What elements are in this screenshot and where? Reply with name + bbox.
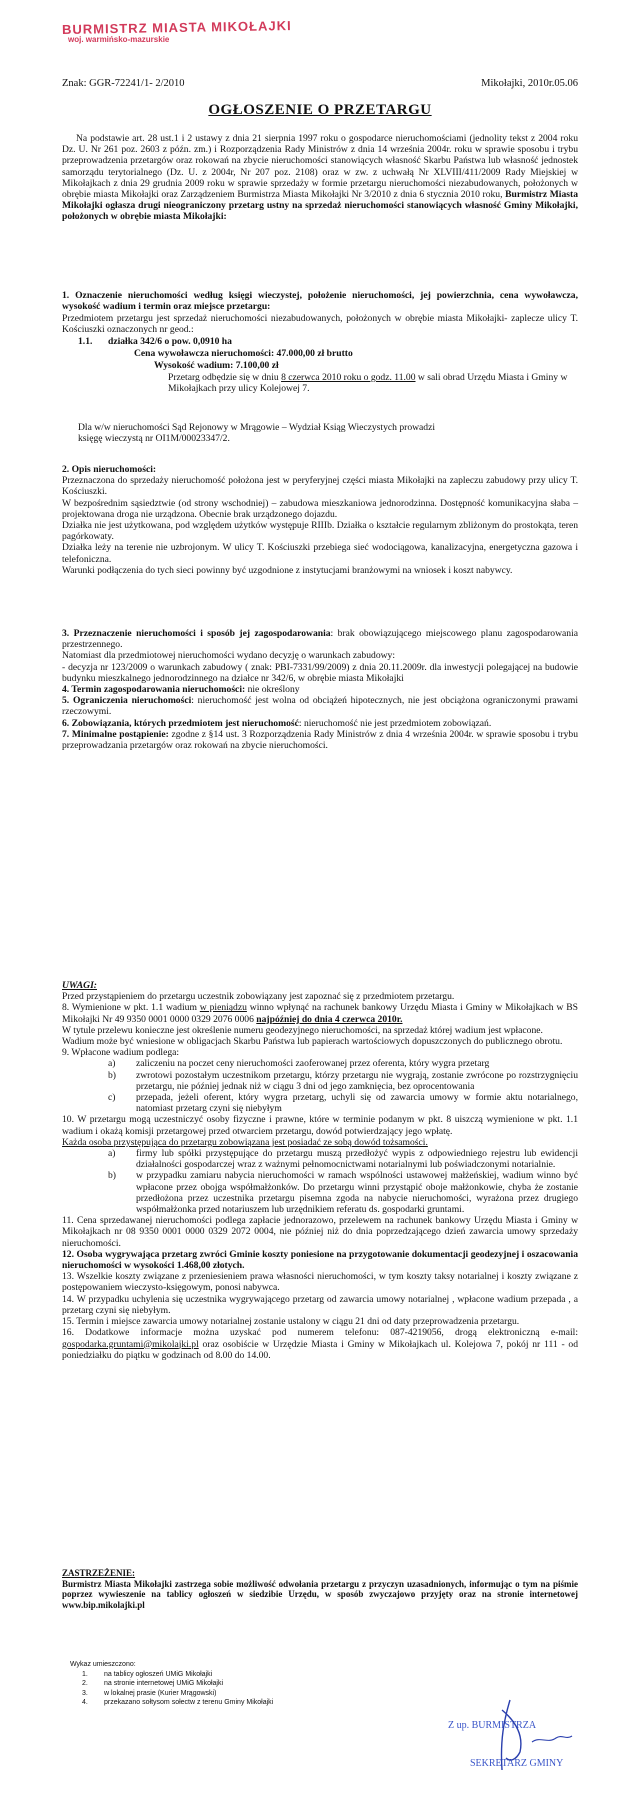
section-2-p2: W bezpośrednim sąsiedztwie (od strony wschodniej) – zabudowa mieszkaniowa jednorodzinna. Dostępność komunikacyjna słaba – projektowana droga nie urządzona. Obecnie brak urządzonego dojazdu. <box>62 497 578 520</box>
section-2-p5: Warunki podłączenia do tych sieci powinny być uzgodnione z instytucjami branżowymi na wniosek i koszt nabywcy. <box>62 564 513 576</box>
section-2-p3: Działka nie jest użytkowana, pod względem użytków występuje RIIIb. Działka o kształcie regularnym zbliżonym do prostokąta, teren pagórkowaty. <box>62 520 578 543</box>
section-7-label: 7. Minimalne postąpienie: <box>62 728 169 740</box>
notes-p12: 12. Osoba wygrywająca przetarg zwróci Gminie koszty poniesione na przygotowanie dokumentacji geodezyjnej i oszacowania nieruchomości w wysokości 1.468,00 złotych. <box>62 1248 578 1272</box>
p16-pre: 16. Dodatkowe informacje można uzyskać pod numerem telefonu: 087-4219056, drogą elektroniczną e-mail: <box>62 1327 578 1339</box>
p8-mid: winno wpłynąć na rachunek bankowy Urzędu Miasta i Gminy w Mikołajkach w BS Mikołajki Nr 49 9350 0001 0000 0329 2076 0006 <box>62 1002 579 1025</box>
p8-deadline: najpóźniej do dnia 4 czerwca 2010r. <box>256 1013 403 1025</box>
auction-date-post: w sali obrad Urzędu Miasta i Gminy w Mikołajkach przy ulicy Kolejowej 7. <box>168 372 568 395</box>
list-label: a) <box>108 1058 116 1070</box>
section-5 <box>62 695 578 717</box>
notes-p8 <box>62 1002 578 1024</box>
land-register-note: Dla w/w nieruchomości Sąd Rejonowy w Mrągowie – Wydział Ksiąg Wieczystych prowadzi księgę wieczystą nr OI1M/00023347/2. <box>78 422 436 445</box>
notes-section <box>62 980 578 1361</box>
plot-price: Cena wywoławcza nieruchomości: 47.000,00 zł brutto <box>134 348 353 359</box>
section-4 <box>62 684 578 695</box>
list-label: a) <box>108 1148 116 1160</box>
section-7-text: zgodne z §14 ust. 3 Rozporządzenia Rady Ministrów z dnia 4 września 2004r. w sprawie sposobu i trybu przeprowadzania przetargów oraz rokowań na zbycie nieruchomości. <box>62 728 579 752</box>
notes-p9: 9. Wpłacone wadium podlega: <box>62 1047 180 1059</box>
section-1-text: Przedmiotem przetargu jest sprzedaż nieruchomości niezabudowanych, położonych w obrębie miasta Mikołajki- zaplecze ulicy T. Kościuszki oznaczonych nr geod.: <box>62 313 578 336</box>
plot-deposit: Wysokość wadium: 7.100,00 zł <box>154 360 279 371</box>
section-3-label: 3. Przeznaczenie nieruchomości i sposób jej zagospodarowania <box>62 628 331 639</box>
posted-list <box>70 1660 410 1708</box>
list-item <box>70 1698 410 1708</box>
list-item <box>70 1670 410 1680</box>
signature-line-1: Z up. BURMISTRZA <box>448 1720 537 1731</box>
list-number: 4. <box>82 1699 88 1706</box>
section-2 <box>62 464 578 576</box>
notes-heading: UWAGI: <box>62 980 98 991</box>
list-text: zwrotowi pozostałym uczestnikom przetargu, którzy przetargu nie wygrają, zostanie zwrócone po rozstrzygnięciu przetargu, nie później jednak niż w ciągu 3 dni od jego zamknięcia, bez oprocentowania <box>136 1069 578 1092</box>
p9-list <box>62 1058 578 1114</box>
notes-p14: 14. W przypadku uchylenia się uczestnika wygrywającego przetarg od zawarcia umowy notarialnej , wpłacone wadium przepada , a przetarg czyni się niebyłym. <box>62 1293 578 1316</box>
section-6-label: 6. Zobowiązania, których przedmiotem jest nieruchomość <box>62 717 299 729</box>
signature-line-2: SEKRETARZ GMINY <box>470 1758 564 1769</box>
list-item <box>108 1170 578 1215</box>
plot-label: 1.1. <box>78 336 93 347</box>
reference-number: Znak: GGR-72241/1- 2/2010 <box>62 78 185 89</box>
notes-p11: 11. Cena sprzedawanej nieruchomości podlega zapłacie jednorazowo, przelewem na rachunek bankowy Urzędu Miasta i Gminy w Mikołajkach nr 08 9350 0001 0000 0329 2072 0004, nie później niż do dnia poprzedzającego dzień zawarcia umowy sprzedaży nieruchomości. <box>62 1215 578 1249</box>
p8-pre: 8. Wymienione w pkt. 1.1 wadium <box>62 1002 200 1014</box>
intro-bold-text: Burmistrz Miasta Mikołajki ogłasza drugi nieograniczony przetarg ustny na sprzedaż nieruchomości stanowiących własność Gminy Mikołajki, położonych w obrębie miasta Mikołajki: <box>62 189 578 223</box>
place-date: Mikołajki, 2010r.05.06 <box>481 78 578 89</box>
list-item <box>108 1058 578 1069</box>
notes-tytul: W tytule przelewu konieczne jest określenie numeru geodezyjnego nieruchomości, na sprzedaż której wadium jest wpłacone. <box>62 1024 543 1036</box>
section-2-p4: Działka leży na terenie nie uzbrojonym. W ulicy T. Kościuszki przebiega sieć wodociągowa, kanalizacyjna, energetyczna gazowa i telefoniczna. <box>62 542 578 565</box>
auction-date-time: 8 czerwca 2010 roku o godz. 11.00 <box>281 372 416 383</box>
notes-p16 <box>62 1327 578 1361</box>
reservation-text: Burmistrz Miasta Mikołajki zastrzega sobie możliwość odwołania przetargu z przyczyn uzasadnionych, informując o tym na piśmie poprzez wywieszenie na tablicy ogłoszeń w siedzibie Urzędu, w sposób zwyczajowo przyjęty oraz na stronie internetowej www.bip.mikolajki.pl <box>62 1578 578 1610</box>
stamp-line-1: BURMISTRZ MIASTA MIKOŁAJKI <box>61 17 292 38</box>
sections-3-7 <box>62 628 578 751</box>
stamp-line-2: woj. warmińsko-mazurskie <box>68 35 170 44</box>
section-5-text: : nieruchomość jest wolna od obciążeń hipotecznych, nie jest obciążona ograniczonymi prawami rzeczowymi. <box>62 695 578 718</box>
list-label: b) <box>108 1069 116 1081</box>
list-item <box>108 1092 578 1114</box>
p16-post: oraz osobiście w Urzędzie Miasta i Gminy w Mikołajkach ul. Kolejowa 7, pokój nr 111 - od poniedziałku do piątku w godzinach od 8.00 do 14.00. <box>62 1338 578 1361</box>
kazda-list <box>62 1148 578 1215</box>
notes-p13: 13. Wszelkie koszty związane z przeniesieniem prawa własności nieruchomości, w tym koszty taksy notarialnej i koszty związane z postępowaniem wieczysto-księgowym, ponosi nabywca. <box>62 1271 578 1294</box>
auction-date-pre: Przetarg odbędzie się w dniu <box>168 372 282 383</box>
section-6-text: : nieruchomość nie jest przedmiotem zobowiązań. <box>298 717 492 729</box>
notes-p10: 10. W przetargu mogą uczestniczyć osoby fizyczne i prawne, które w terminie podanym w pkt. 8 uiszczą wymienione w pkt. 1.1 wadium i okażą komisji przetargowej przed otwarciem przetargu, dowód potwierdzający jego wpłatę. <box>62 1114 578 1137</box>
section-2-heading: 2. Opis nieruchomości: <box>62 464 157 475</box>
p8-underlined: w pieniądzu <box>199 1002 247 1014</box>
section-2-p1: Przeznaczona do sprzedaży nieruchomość położona jest w peryferyjnej części miasta Mikołajki na zapleczu zabudowy przy ulicy T. Kościuszki. <box>62 475 578 498</box>
list-number: 2. <box>82 1680 88 1687</box>
list-label: c) <box>108 1092 116 1104</box>
list-text: firmy lub spółki przystępujące do przetargu muszą przedłożyć wypis z odpowiedniego rejestru lub ewidencji działalności gospodarczej wraz z ważnymi pełnomocnictwami notarialnymi lub poświadczonymi notarialnie. <box>136 1148 578 1171</box>
section-1-heading: 1. Oznaczenie nieruchomości według księgi wieczystej, położenie nieruchomości, jej powierzchnia, cena wywoławcza, wysokość wadium i termin oraz miejsce przetargu: <box>62 290 578 313</box>
contact-email: gospodarka.gruntami@mikolajki.pl <box>62 1338 199 1350</box>
list-text: w przypadku zamiaru nabycia nieruchomości w ramach wspólności ustawowej małżeńskiej, wadium winno być wpłacone przez obojga współmałżonków. Do przetargu winni przystąpić oboje małżonkowie, chyba że zostanie przedłożona przez uczestnika przetargu pisemna zgoda na nabycie nieruchomości, wyrażona przez drugiego współmałżonka przed notariuszem lub urzędnikiem referatu ds. gospodarki gruntami. <box>136 1170 578 1216</box>
reservation-heading: ZASTRZEŻENIE: <box>62 1568 136 1578</box>
list-text: przekazano sołtysom sołectw z terenu Gminy Mikołajki <box>104 1699 274 1706</box>
list-item <box>70 1689 410 1699</box>
section-3-p3: - decyzja nr 123/2009 o warunkach zabudowy ( znak: PBI-7331/99/2009) z dnia 20.11.2009r. dla inwestycji polegającej na budowie budynku mieszkalnego jednorodzinnego na działce nr 342/6, w obrębie miasta Mikołajki <box>62 661 578 684</box>
list-text: na tablicy ogłoszeń UMiG Mikołajki <box>104 1670 213 1678</box>
list-text: na stronie internetowej UMiG Mikołajki <box>104 1680 224 1687</box>
plot-name: działka 342/6 o pow. 0,0910 ha <box>108 336 232 347</box>
section-3 <box>62 628 578 650</box>
signature-scribble <box>532 1736 572 1742</box>
list-number: 1. <box>82 1670 88 1678</box>
section-3-text: : brak obowiązującego miejscowego planu zagospodarowania przestrzennego. <box>62 628 578 651</box>
section-4-text: nie określony <box>245 684 300 696</box>
intro-text: Na podstawie art. 28 ust.1 i 2 ustawy z dnia 21 sierpnia 1997 roku o gospodarce nieruchomościami (jednolity tekst z 2004 roku Dz. U. Nr 261 poz. 2603 z późn. zm.) i Rozporządzenia Rady Ministrów z dnia 14 września 2004r. roku w sprawie sposobu i trybu przeprowadzenia przetargów oraz rokowań na zbycie nieruchomości stanowiących własność Skarbu Państwa lub własność jednostek samorządu terytorialnego (Dz. U. z 2004r, Nr 207 poz. 2108) oraz w zw. z uchwałą Nr XLVIII/411/2009 Rady Miejskiej w Mikołajkach z dnia 29 grudnia 2009 roku w sprawie sprzedaży w formie przetargu nieruchomości niezabudowanych, położonych w obrębie miasta Mikołajki oraz Zarządzeniem Burmistrza Miasta Mikołajki Nr 3/2010 z dnia 6 stycznia 2010 roku, <box>62 133 578 201</box>
section-4-label: 4. Termin zagospodarowania nieruchomości: <box>62 684 246 696</box>
list-item <box>70 1679 410 1689</box>
list-text: w lokalnej prasie (Kurier Mrągowski) <box>104 1689 217 1697</box>
section-6 <box>62 718 578 729</box>
section-3-p2: Natomiast dla przedmiotowej nieruchomości wydano decyzję o warunkach zabudowy: <box>62 650 396 662</box>
notes-kazda: Każda osoba przystępująca do przetargu zobowiązana jest posiadać ze sobą dowód tożsamości. <box>62 1136 428 1148</box>
list-item <box>108 1148 578 1170</box>
list-number: 3. <box>82 1689 88 1697</box>
list-text: przepada, jeżeli oferent, który wygra przetarg, uchyli się od zawarcia umowy w formie aktu notarialnego, natomiast przetarg czyni się niebyłym <box>136 1092 578 1115</box>
signature-stamp <box>440 1690 620 1780</box>
reservation-section <box>62 1568 578 1610</box>
section-7 <box>62 729 578 751</box>
office-stamp <box>61 17 292 44</box>
document-title: OGŁOSZENIE O PRZETARGU <box>208 102 432 118</box>
list-label: b) <box>108 1170 116 1182</box>
section-5-label: 5. Ograniczenia nieruchomości <box>62 695 192 707</box>
notes-p15: 15. Termin i miejsce zawarcia umowy notarialnej zostanie ustalony w ciągu 21 dni od daty przeprowadzenia przetargu. <box>62 1316 520 1328</box>
notes-przed: Przed przystąpieniem do przetargu uczestnik zobowiązany jest zapoznać się z przedmiotem przetargu. <box>62 991 455 1003</box>
list-item <box>108 1070 578 1092</box>
intro-block <box>62 133 578 223</box>
posted-heading: Wykaz umieszczono: <box>70 1661 136 1668</box>
auction-date-text <box>168 372 578 394</box>
notes-wadium: Wadium może być wniesione w obligacjach Skarbu Państwa lub papierach wartościowych dopuszczonych do publicznego obrotu. <box>62 1036 563 1048</box>
list-text: zaliczeniu na poczet ceny nieruchomości zaoferowanej przez oferenta, który wygra przetarg <box>136 1058 490 1070</box>
